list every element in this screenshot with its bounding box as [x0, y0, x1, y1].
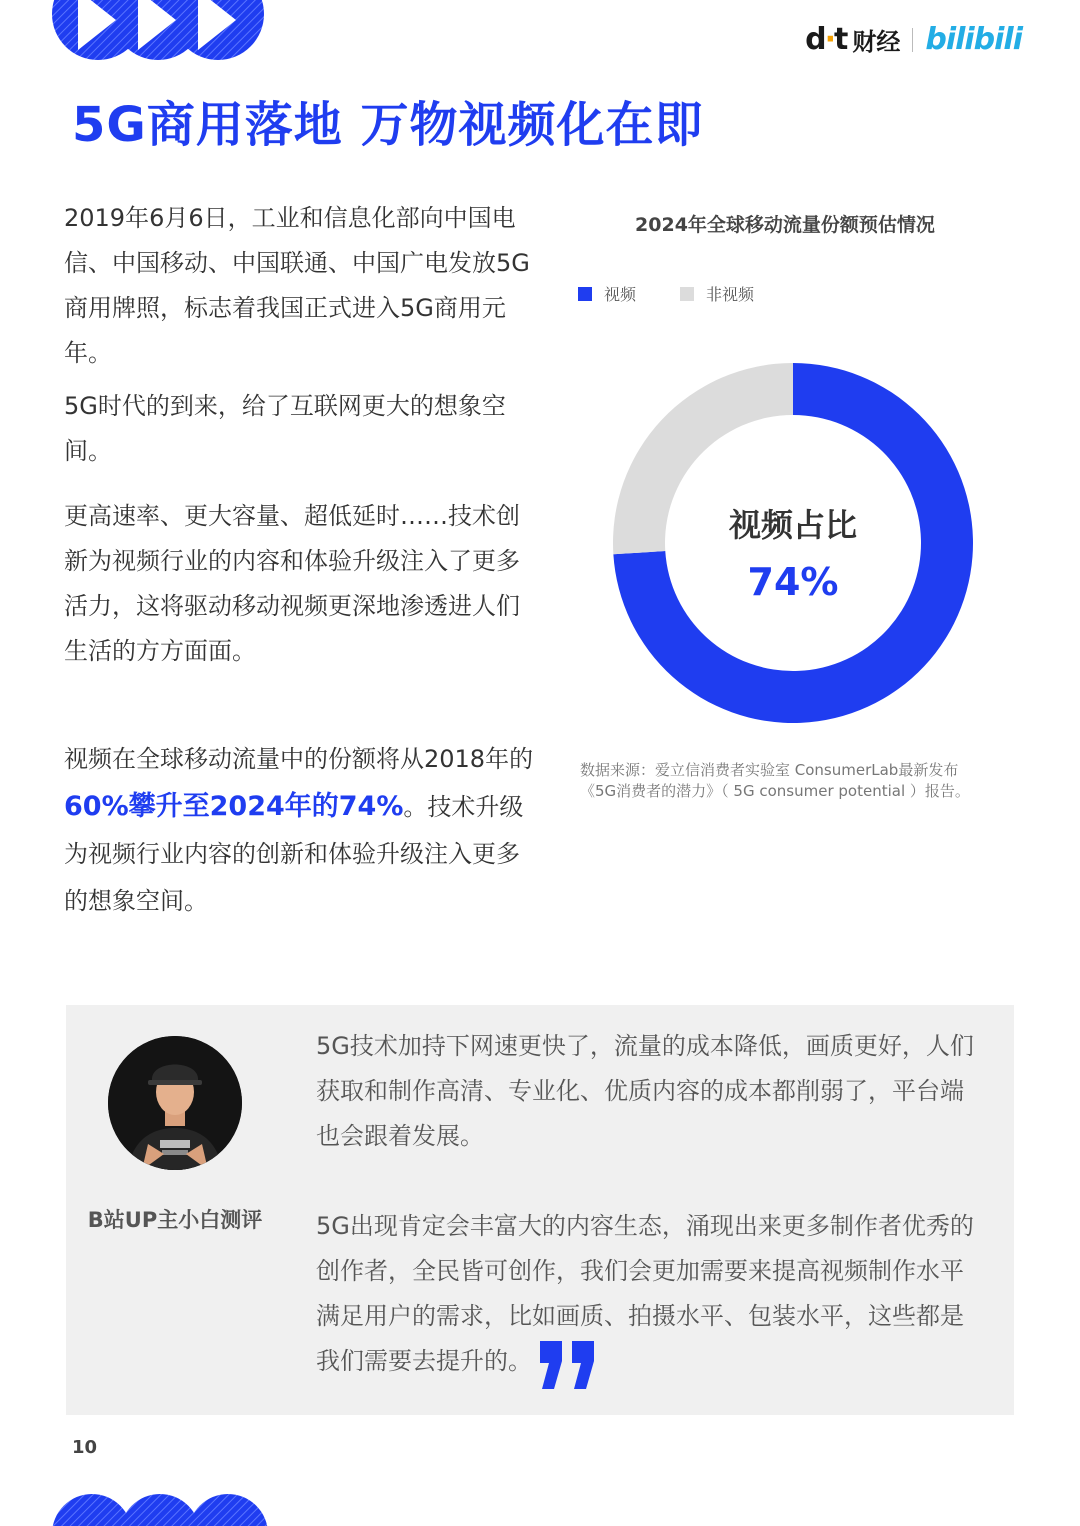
legend-swatch-video: [578, 287, 592, 301]
page-title: 5G商用落地 万物视频化在即: [72, 97, 704, 153]
intro-paragraph-3: 更高速率、更大容量、超低延时……技术创新为视频行业的内容和体验升级注入了更多活力，这将驱动移动视频更深地渗透进人们生活的方方面面。: [64, 502, 520, 665]
intro-p4-highlight: 60%攀升至2024年的74%: [64, 791, 404, 822]
chart-center-value: 74%: [747, 560, 839, 604]
intro-p4-after: 。技术升级为视频行业内容的创新和体验升级注入更多的想象空间。: [64, 793, 524, 915]
bilibili-logo: bilibili: [925, 22, 1022, 57]
intro-paragraph-1: 2019年6月6日，工业和信息化部向中国电信、中国移动、中国联通、中国广电发放5G商用牌照，标志着我国正式进入5G商用元年。: [64, 204, 530, 367]
decorative-circles-top: [0, 0, 270, 70]
intro-text: [64, 196, 534, 925]
intro-paragraph-4: [64, 736, 534, 925]
quote-paragraph-1: 5G技术加持下网速更快了，流量的成本降低，画质更好，人们获取和制作高清、专业化、优质内容的成本都削弱了，平台端也会跟着发展。: [316, 1032, 974, 1150]
legend-item-video: [578, 282, 636, 305]
legend-label-non-video: 非视频: [706, 285, 755, 304]
quote-p2-text: 5G出现肯定会丰富大的内容生态，涌现出来更多制作者优秀的创作者，全民皆可创作，我们会更加需要来提高视频制作水平满足用户的需求，比如画质、拍摄水平、包装水平，这些都是我们需要去提升的。: [316, 1212, 974, 1375]
chart-title: 2024年全球移动流量份额预估情况: [635, 214, 935, 236]
speaker-name: B站UP主小白测评: [87, 1208, 263, 1232]
brand-divider: [912, 28, 913, 52]
chart-legend: [578, 282, 754, 305]
intro-paragraph-2: 5G时代的到来，给了互联网更大的想象空间。: [64, 392, 506, 465]
brand-cn-name: 财经: [852, 28, 901, 56]
closing-quote-icon: [538, 1339, 598, 1391]
brand-header: [805, 22, 1022, 57]
source-line-2: 《5G消费者的潜力》（ 5G consumer potential ）报告。: [580, 782, 970, 800]
legend-item-non-video: [680, 282, 754, 305]
avatar: [108, 1036, 242, 1170]
decorative-circles-bottom: [50, 1486, 270, 1526]
legend-label-video: 视频: [604, 285, 637, 304]
intro-p4-before: 视频在全球移动流量中的份额将从2018年的: [64, 745, 534, 773]
dt-logo: d·t: [805, 22, 847, 57]
source-line-1: 数据来源：爱立信消费者实验室 ConsumerLab最新发布: [580, 761, 959, 779]
quote-text: [316, 1024, 986, 1391]
chart-center-label: 视频占比: [728, 506, 857, 544]
data-source-note: [580, 760, 1010, 802]
quote-paragraph-2: [316, 1204, 986, 1391]
person-silhouette-icon: [108, 1036, 242, 1170]
page-number: 10: [72, 1437, 98, 1458]
legend-swatch-non-video: [680, 287, 694, 301]
